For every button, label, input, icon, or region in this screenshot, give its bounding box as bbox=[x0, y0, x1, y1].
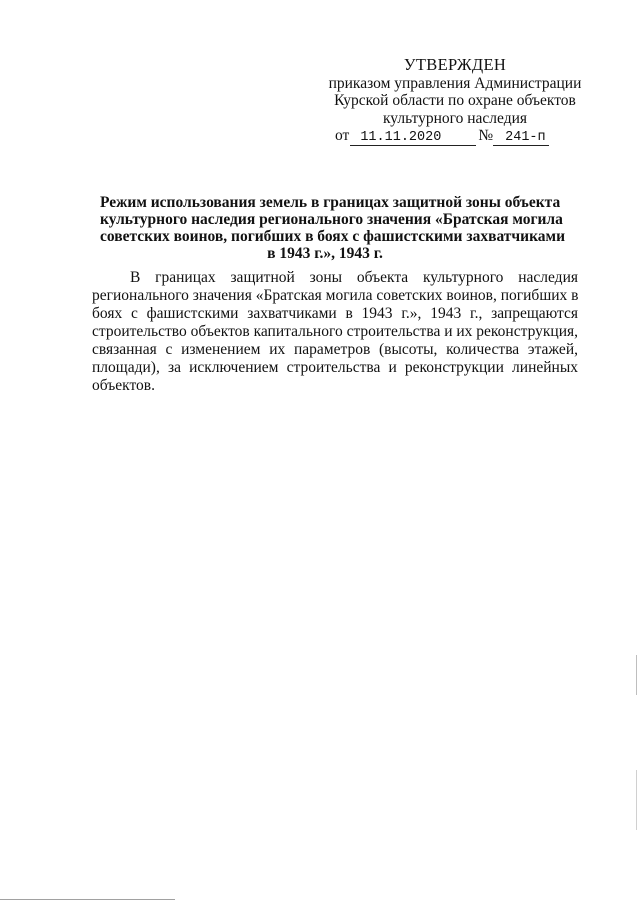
scan-artifact bbox=[636, 655, 637, 695]
order-number: 241-п bbox=[493, 130, 549, 146]
document-title bbox=[100, 194, 566, 262]
title-line: Режим использования земель в границах защитной зоны объекта bbox=[100, 194, 561, 211]
approval-line: культурного наследия bbox=[382, 109, 528, 127]
body-line: объектов. bbox=[92, 377, 155, 394]
title-line: советских воинов, погибших в боях с фашистскими захватчиками bbox=[100, 228, 566, 245]
approval-line: приказом управления Администрации bbox=[328, 74, 582, 92]
approval-line: Курской области по охране объектов bbox=[334, 92, 576, 109]
approval-heading: УТВЕРЖДЕН bbox=[403, 55, 507, 74]
body-line: площади), за исключением строительства и реконструкции линейных bbox=[92, 359, 578, 376]
order-date: 11.11.2020 bbox=[350, 130, 476, 146]
scan-artifact bbox=[0, 899, 175, 900]
title-line: культурного наследия регионального значения «Братская могила bbox=[100, 211, 563, 228]
title-line: в 1943 г.», 1943 г. bbox=[267, 245, 383, 262]
body-line: связанная с изменением их параметров (высоты, количества этажей, bbox=[92, 341, 578, 358]
body-line: строительство объектов капитального строительства и их реконструкция, bbox=[92, 323, 578, 340]
scan-artifact bbox=[636, 770, 637, 830]
body-line: В границах защитной зоны объекта культурного наследия bbox=[130, 269, 578, 286]
body-line: боях с фашистскими захватчиками в 1943 г.», 1943 г., запрещаются bbox=[92, 305, 578, 322]
approval-stamp bbox=[320, 56, 590, 127]
body-line: регионального значения «Братская могила советских воинов, погибших в bbox=[92, 287, 579, 304]
order-from-label: от bbox=[335, 127, 350, 144]
order-number-label: № bbox=[478, 127, 494, 144]
body-paragraph bbox=[92, 269, 578, 395]
order-reference bbox=[335, 127, 549, 146]
